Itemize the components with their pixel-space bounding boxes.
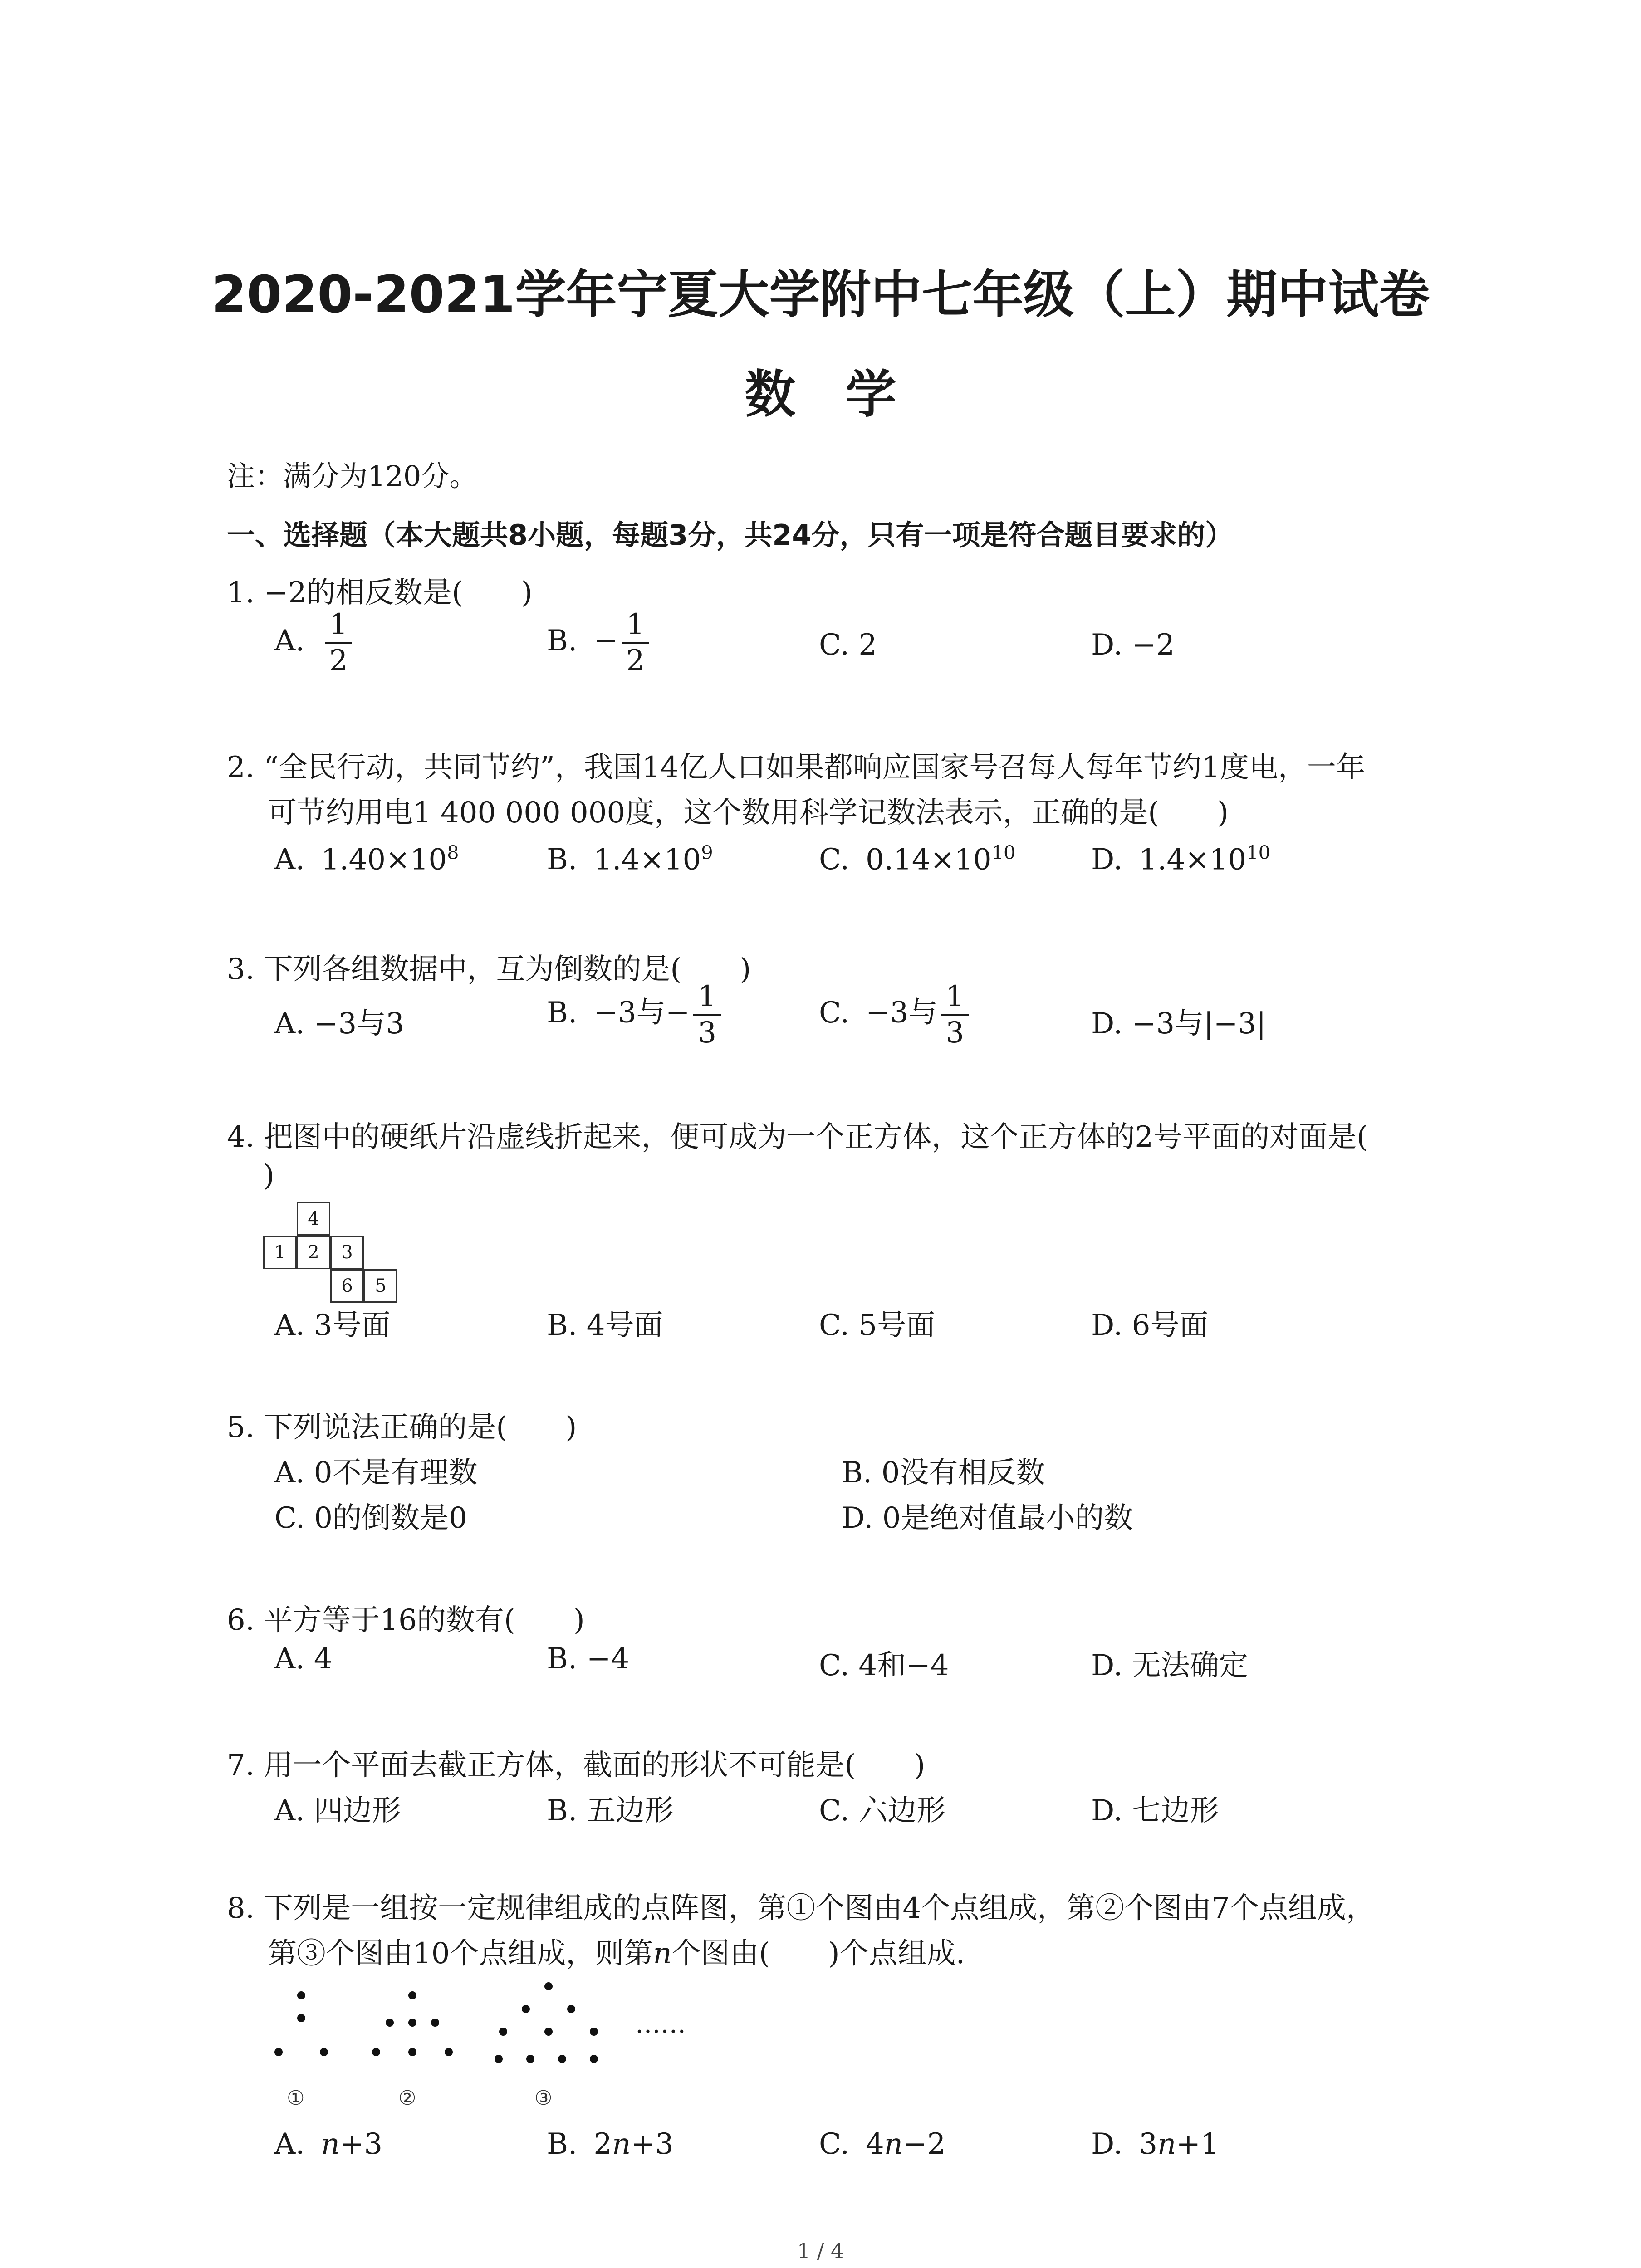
fig2-dot [431, 2019, 439, 2027]
q8-option-c[interactable]: C. 4n−2 [819, 2127, 946, 2161]
fig1-dot [297, 2014, 305, 2022]
section-heading: 一、选择题（本大题共8小题，每题3分，共24分，只有一项是符合题目要求的） [227, 518, 1234, 552]
net-cell-3: 3 [330, 1236, 364, 1269]
question-2-stem-line1: 2. “全民行动，共同节约”，我国14亿人口如果都响应国家号召每人每年节约1度电，一年 [227, 751, 1365, 784]
q7-option-a[interactable]: A. 四边形 [274, 1794, 401, 1828]
fig3-dot [526, 2055, 534, 2063]
fig3-dot [590, 2055, 598, 2063]
fig3-dot [495, 2055, 503, 2063]
fig2-dot [408, 2048, 416, 2056]
question-1-stem: 1. −2的相反数是( ) [227, 576, 533, 610]
fig3-dot [499, 2028, 507, 2036]
net-cell-5: 5 [364, 1269, 397, 1303]
dot-pattern-figure [263, 1982, 762, 2118]
q8-option-d[interactable]: D. 3n+1 [1091, 2127, 1219, 2161]
fig3-dot [558, 2055, 566, 2063]
q3-b-fraction: $\frac{1}{3}$ [693, 982, 721, 1047]
fig2-label: ② [398, 2087, 416, 2110]
question-5-stem: 5. 下列说法正确的是( ) [227, 1411, 577, 1444]
cube-net-figure [263, 1202, 408, 1306]
fig3-dot [544, 2028, 553, 2036]
q7-option-c[interactable]: C. 六边形 [819, 1794, 946, 1828]
q1-option-a[interactable]: A. $\frac{1}{2}$ [274, 610, 356, 675]
net-cell-4: 4 [297, 1202, 330, 1236]
q1-option-b[interactable]: B. − $\frac{1}{2}$ [547, 610, 653, 675]
q5-option-a[interactable]: A. 0不是有理数 [274, 1456, 478, 1490]
q4-option-d[interactable]: D. 6号面 [1091, 1309, 1209, 1342]
q1-b-fraction: $\frac{1}{2}$ [622, 610, 649, 675]
fig3-dot [590, 2028, 598, 2036]
question-8-stem-line2: 第③个图由10个点组成，则第n个图由( )个点组成. [268, 1937, 965, 1970]
subject-title: 数学 [745, 365, 946, 424]
q8-option-b[interactable]: B. 2n+3 [547, 2127, 674, 2161]
net-cell-2: 2 [297, 1236, 330, 1269]
fig1-dot [297, 1991, 305, 1999]
q4-option-b[interactable]: B. 4号面 [547, 1309, 663, 1342]
question-4-stem-line2: ) [263, 1159, 274, 1193]
fig2-dot [408, 2019, 416, 2027]
q6-option-a[interactable]: A. 4 [274, 1642, 333, 1676]
q5-option-d[interactable]: D. 0是绝对值最小的数 [842, 1501, 1133, 1535]
page-number: 1 / 4 [797, 2239, 844, 2263]
q1-option-c[interactable]: C. 2 [819, 628, 877, 662]
fig3-dot [544, 1982, 553, 1990]
fig1-dot [320, 2048, 328, 2056]
q8-option-a[interactable]: A. n+3 [274, 2127, 383, 2161]
q1-option-d[interactable]: D. −2 [1091, 628, 1175, 662]
q2-option-a[interactable]: A. $1.40\times 10^8$ [274, 841, 459, 877]
fig1-label: ① [287, 2087, 305, 2110]
q7-option-b[interactable]: B. 五边形 [547, 1794, 674, 1828]
fig2-dot [372, 2048, 380, 2056]
q7-option-d[interactable]: D. 七边形 [1091, 1794, 1219, 1828]
question-6-stem: 6. 平方等于16的数有( ) [227, 1603, 585, 1637]
q4-option-c[interactable]: C. 5号面 [819, 1309, 936, 1342]
score-note: 注：满分为120分。 [227, 459, 478, 493]
q2-option-c[interactable]: C. $0.14\times 10^{10}$ [819, 841, 1016, 877]
q6-option-d[interactable]: D. 无法确定 [1091, 1649, 1248, 1682]
q6-option-c[interactable]: C. 4和−4 [819, 1649, 949, 1682]
question-4-stem-line1: 4. 把图中的硬纸片沿虚线折起来，便可成为一个正方体，这个正方体的2号平面的对面是( [227, 1120, 1368, 1154]
page-title: 2020-2021学年宁夏大学附中七年级（上）期中试卷 [211, 265, 1430, 324]
question-2-stem-line2: 可节约用电1 400 000 000度，这个数用科学记数法表示，正确的是( ) [268, 796, 1229, 830]
fig3-label: ③ [534, 2087, 553, 2110]
question-3-stem: 3. 下列各组数据中，互为倒数的是( ) [227, 953, 751, 986]
q4-option-a[interactable]: A. 3号面 [274, 1309, 391, 1342]
fig2-dot [386, 2019, 394, 2027]
q5-option-c[interactable]: C. 0的倒数是0 [274, 1501, 467, 1535]
fig2-dot [408, 1991, 416, 1999]
fig2-dot [445, 2048, 453, 2056]
fig3-dot [522, 2005, 530, 2013]
q5-option-b[interactable]: B. 0没有相反数 [842, 1456, 1045, 1490]
q2-option-d[interactable]: D. $1.4\times 10^{10}$ [1091, 841, 1271, 877]
net-cell-1: 1 [263, 1236, 297, 1269]
fig3-dot [567, 2005, 575, 2013]
question-7-stem: 7. 用一个平面去截正方体，截面的形状不可能是( ) [227, 1749, 926, 1782]
q3-option-d[interactable]: D. −3与|−3| [1091, 1007, 1266, 1041]
q6-option-b[interactable]: B. −4 [547, 1642, 630, 1676]
q1-a-fraction: $\frac{1}{2}$ [325, 610, 353, 675]
q3-option-a[interactable]: A. −3与3 [274, 1007, 404, 1041]
fig1-dot [274, 2048, 283, 2056]
q3-option-b[interactable]: B. −3与− $\frac{1}{3}$ [547, 982, 725, 1047]
q3-c-fraction: $\frac{1}{3}$ [941, 982, 969, 1047]
question-8-stem-line1: 8. 下列是一组按一定规律组成的点阵图，第①个图由4个点组成，第②个图由7个点组成， [227, 1892, 1375, 1925]
q2-option-b[interactable]: B. $1.4\times 10^9$ [547, 841, 713, 877]
net-cell-6: 6 [330, 1269, 364, 1303]
q3-option-c[interactable]: C. −3与 $\frac{1}{3}$ [819, 982, 972, 1047]
pattern-ellipsis: …… [635, 2009, 686, 2039]
